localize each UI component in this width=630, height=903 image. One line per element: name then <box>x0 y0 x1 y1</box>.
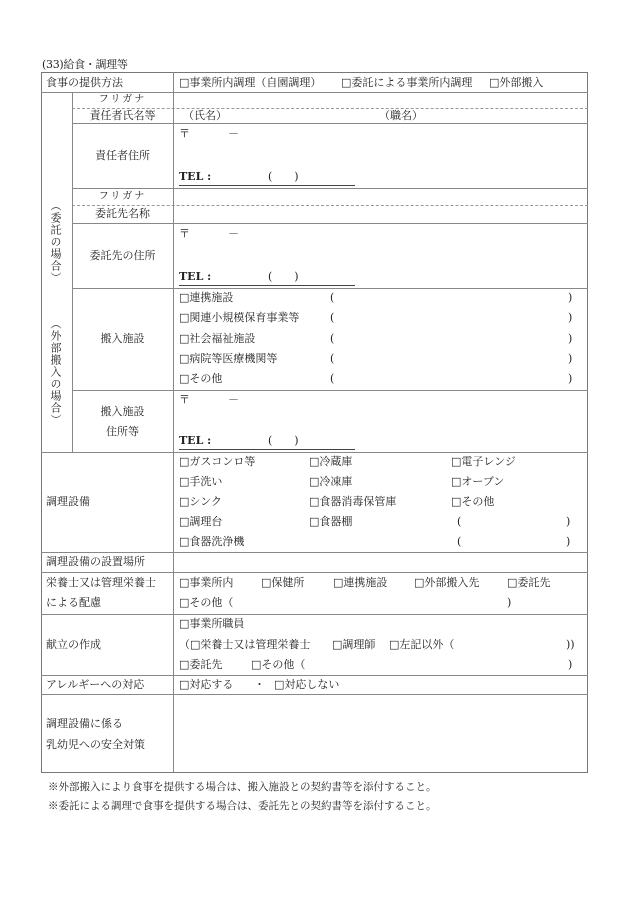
tel-label: TEL : <box>179 270 212 283</box>
group-label-contracted: （委託の場合） <box>49 200 62 284</box>
equipment-option[interactable]: □シンク <box>179 495 222 508</box>
provision-option-contracted[interactable]: □委託による事業所内調理 <box>341 76 473 89</box>
provision-label: 食事の提供方法 <box>46 76 123 89</box>
postal-mark-icon: 〒 <box>179 393 190 406</box>
name-field[interactable]: （氏名） <box>183 109 227 122</box>
row-divider <box>41 452 588 453</box>
furigana-label: フリガナ <box>98 94 147 105</box>
equipment-option[interactable]: □冷凍庫 <box>309 475 353 488</box>
equipment-option[interactable]: □手洗い <box>179 475 223 488</box>
safety-measures-input[interactable] <box>174 695 588 772</box>
furigana-label: フリガナ <box>98 191 147 202</box>
tel-area-code[interactable]: ( ) <box>268 434 299 447</box>
paren-close: ) <box>566 535 571 548</box>
column-divider <box>72 92 73 452</box>
facility-option-social-welfare[interactable]: □社会福祉施設 <box>179 332 256 345</box>
menu-option-cook[interactable]: □調理師 <box>332 638 376 651</box>
group-label-external: （外部搬入の場合） <box>49 318 62 426</box>
nutritionist-option[interactable]: □保健所 <box>261 576 305 589</box>
paren-open: ( <box>457 535 462 548</box>
row-divider <box>72 223 588 224</box>
row-divider <box>72 288 588 289</box>
contractor-name-input[interactable] <box>174 206 588 223</box>
section-title: (33)給食・調理等 <box>42 58 128 71</box>
safety-label-line2: 乳幼児への安全対策 <box>46 738 145 751</box>
menu-option-contractor[interactable]: □委託先 <box>179 658 223 671</box>
equipment-label: 調理設備 <box>46 495 90 508</box>
paren-close: ) <box>568 332 573 345</box>
position-field[interactable]: （職名） <box>379 109 423 122</box>
paren-open: ( <box>330 291 335 304</box>
nutritionist-option[interactable]: □外部搬入先 <box>414 576 480 589</box>
facility-option-partner[interactable]: □連携施設 <box>179 291 234 304</box>
delivery-facility-label: 搬入施設 <box>100 332 145 345</box>
allergy-separator: ・ <box>254 678 265 691</box>
nutritionist-option[interactable]: □連携施設 <box>333 576 388 589</box>
responsible-address-input[interactable] <box>174 127 588 187</box>
paren-close: ) <box>568 291 573 304</box>
facility-option-other[interactable]: □その他 <box>179 372 223 385</box>
facility-option-small-childcare[interactable]: □関連小規模保育事業等 <box>179 311 300 324</box>
postal-mark-icon: 〒 <box>179 227 190 240</box>
delivery-address-label-line2: 住所等 <box>106 425 139 438</box>
equipment-option[interactable]: □食器棚 <box>309 515 353 528</box>
equipment-option[interactable]: □ガスコンロ等 <box>179 455 256 468</box>
row-divider <box>72 390 588 391</box>
row-divider <box>72 123 588 124</box>
postal-dash: － <box>228 127 239 140</box>
paren-close: )) <box>566 638 575 651</box>
footnote: ※外部搬入により食事を提供する場合は、搬入施設との契約書等を添付すること。 <box>48 781 437 793</box>
delivery-address-input[interactable] <box>174 393 588 451</box>
postal-dash: － <box>228 227 239 240</box>
equipment-option[interactable]: □食器消毒保管庫 <box>309 495 397 508</box>
tel-area-code[interactable]: ( ) <box>268 170 299 183</box>
paren-close: ) <box>568 311 573 324</box>
nutritionist-other-option[interactable]: □その他（ <box>179 596 234 609</box>
tel-underline <box>179 185 355 186</box>
tel-underline <box>179 285 355 286</box>
menu-option-other[interactable]: □その他（ <box>251 658 306 671</box>
allergy-option-no[interactable]: □対応しない <box>274 678 340 691</box>
footnote: ※委託による調理で食事を提供する場合は、委託先との契約書等を添付すること。 <box>48 800 437 812</box>
equipment-option[interactable]: □電子レンジ <box>451 455 516 468</box>
row-divider <box>41 572 588 573</box>
paren-open: ( <box>330 332 335 345</box>
paren-close: ) <box>568 352 573 365</box>
responsible-address-label: 責任者住所 <box>95 149 150 162</box>
responsible-name-label: 責任者氏名等 <box>89 109 156 122</box>
tel-label: TEL : <box>179 170 212 183</box>
menu-option-other-staff[interactable]: □左記以外（ <box>389 638 455 651</box>
row-divider <box>41 614 588 615</box>
menu-option-nutritionist[interactable]: （□栄養士又は管理栄養士 <box>179 638 311 651</box>
paren-close: ) <box>566 515 571 528</box>
postal-mark-icon: 〒 <box>179 127 190 140</box>
paren-close: ) <box>568 372 573 385</box>
contractor-name-label: 委託先名称 <box>95 207 150 220</box>
equipment-option[interactable]: □その他 <box>451 495 495 508</box>
contractor-address-input[interactable] <box>174 227 588 287</box>
equipment-option[interactable]: □冷蔵庫 <box>309 455 353 468</box>
paren-open: ( <box>457 515 462 528</box>
allergy-option-yes[interactable]: □対応する <box>179 678 234 691</box>
paren-open: ( <box>330 352 335 365</box>
menu-label: 献立の作成 <box>46 638 101 651</box>
contractor-address-label: 委託先の住所 <box>89 249 156 262</box>
paren-close: ) <box>507 596 512 609</box>
tel-area-code[interactable]: ( ) <box>268 270 299 283</box>
nutritionist-option[interactable]: □委託先 <box>507 576 551 589</box>
safety-label-line1: 調理設備に係る <box>46 717 123 730</box>
nutritionist-label-line2: による配慮 <box>46 596 101 609</box>
provision-option-in-house[interactable]: □事業所内調理（自園調理） <box>179 76 322 89</box>
equipment-option[interactable]: □調理台 <box>179 515 223 528</box>
tel-label: TEL : <box>179 434 212 447</box>
equipment-option[interactable]: □オーブン <box>451 475 505 488</box>
nutritionist-option[interactable]: □事業所内 <box>179 576 234 589</box>
furigana-input[interactable] <box>174 189 588 205</box>
tel-underline <box>179 449 355 450</box>
postal-dash: － <box>228 393 239 406</box>
nutritionist-label-line1: 栄養士又は管理栄養士 <box>46 576 156 589</box>
paren-close: ) <box>568 658 573 671</box>
paren-open: ( <box>330 311 335 324</box>
equipment-option[interactable]: □食器洗浄機 <box>179 535 245 548</box>
paren-open: ( <box>330 372 335 385</box>
menu-option-staff[interactable]: □事業所職員 <box>179 617 245 630</box>
allergy-label: アレルギーへの対応 <box>46 678 145 691</box>
delivery-address-label-line1: 搬入施設 <box>100 405 145 418</box>
row-divider <box>41 675 588 676</box>
provision-option-external[interactable]: □外部搬入 <box>489 76 544 89</box>
furigana-input[interactable] <box>174 93 588 108</box>
equipment-location-label: 調理設備の設置場所 <box>46 555 145 568</box>
equipment-location-input[interactable] <box>174 553 588 571</box>
facility-option-hospital[interactable]: □病院等医療機関等 <box>179 352 278 365</box>
